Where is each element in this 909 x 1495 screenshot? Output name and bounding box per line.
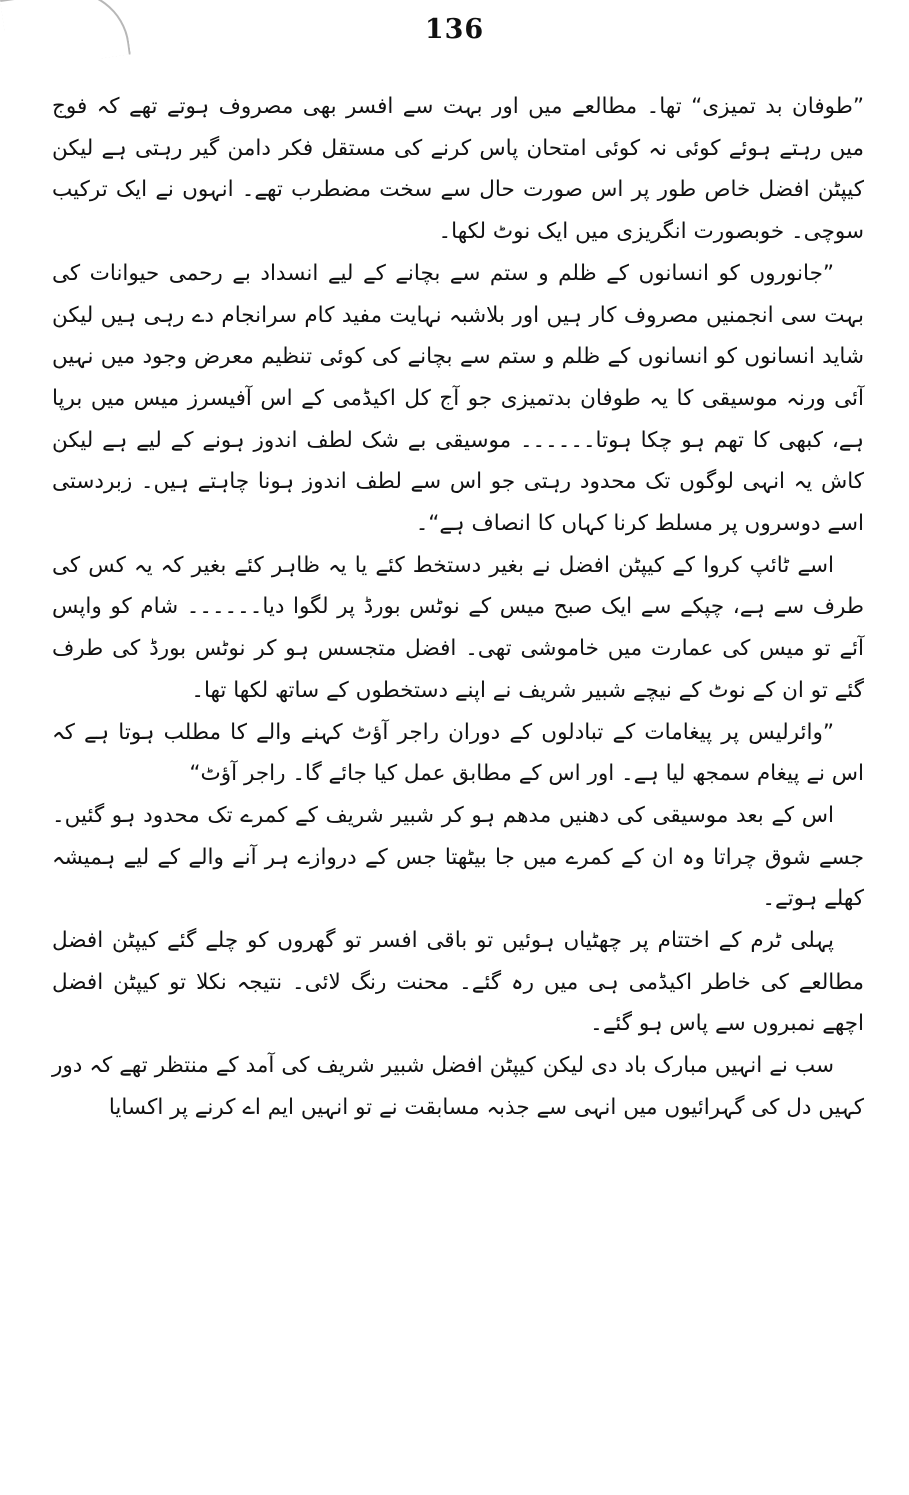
paragraph: سب نے انہیں مبارک باد دی لیکن کیپٹن افضل شبیر شریف کی آمد کے منتظر تھے کہ دور کہیں دل کی گہرائیوں میں انہی سے جذبہ مسابقت نے تو انہیں ایم اے کرنے پر اکسایا [52,1053,864,1120]
paragraph: اس کے بعد موسیقی کی دھنیں مدھم ہو کر شبیر شریف کے کمرے تک محدود ہو گئیں۔ جسے شوق چراتا وہ ان کے کمرے میں جا بیٹھتا جس کے دروازے ہر آنے والے کے لیے ہمیشہ کھلے ہوتے۔ [52,802,864,912]
paragraph: اسے ٹائپ کروا کے کیپٹن افضل نے بغیر دستخط کئے یا یہ ظاہر کئے بغیر کہ یہ کس کی طرف سے ہے، چپکے سے ایک صبح میس کے نوٹس بورڈ پر لگوا دیا۔۔۔۔۔۔ شام کو واپس آئے تو میس کی عمارت میں خاموشی تھی۔ افضل متجسس ہو کر نوٹس بورڈ کی طرف گئے تو ان کے نوٹ کے نیچے شبیر شریف نے اپنے دستخطوں کے ساتھ لکھا تھا۔ [52,552,864,703]
paragraph: ”جانوروں کو انسانوں کے ظلم و ستم سے بچانے کے لیے انسداد بے رحمی حیوانات کی بہت سی انجمنیں مصروف کار ہیں اور بلاشبہ نہایت مفید کام سرانجام دے رہی ہیں لیکن شاید انسانوں کو انسانوں کے ظلم و ستم سے بچانے کی کوئی تنظیم معرض وجود میں نہیں آئی ورنہ موسیقی کا یہ طوفان بدتمیزی جو آج کل اکیڈمی کے اس آفیسرز میس میں برپا ہے، کبھی کا تھم ہو چکا ہوتا۔۔۔۔۔۔ موسیقی بے شک لطف اندوز ہونے کے لیے ہے لیکن کاش یہ انہی لوگوں تک محدود رہتی جو اس سے لطف اندوز ہونا چاہتے ہیں۔ زبردستی اسے دوسروں پر مسلط کرنا کہاں کا انصاف ہے“۔ [52,260,864,537]
paragraph: ”طوفان بد تمیزی“ تھا۔ مطالعے میں اور بہت سے افسر بھی مصروف ہوتے تھے کہ فوج میں رہتے ہوئے کوئی نہ کوئی امتحان پاس کرنے کی مستقل فکر دامن گیر رہتی ہے لیکن کیپٹن افضل خاص طور پر اس صورت حال سے سخت مضطرب تھے۔ انہوں نے ایک ترکیب سوچی۔ خوبصورت انگریزی میں ایک نوٹ لکھا۔ [52,94,864,245]
paragraph: پہلی ٹرم کے اختتام پر چھٹیاں ہوئیں تو باقی افسر تو گھروں کو چلے گئے کیپٹن افضل مطالعے کی خاطر اکیڈمی ہی میں رہ گئے۔ محنت رنگ لائی۔ نتیجہ نکلا تو کیپٹن افضل اچھے نمبروں سے پاس ہو گئے۔ [52,928,864,1037]
page-number: 136 [424,14,485,45]
paragraph: ”وائرلیس پر پیغامات کے تبادلوں کے دوران راجر آؤٹ کہنے والے کا مطلب ہوتا ہے کہ اس نے پیغام سمجھ لیا ہے۔ اور اس کے مطابق عمل کیا جائے گا۔ راجر آؤٹ“ [52,719,864,787]
page-body [52,86,864,1129]
